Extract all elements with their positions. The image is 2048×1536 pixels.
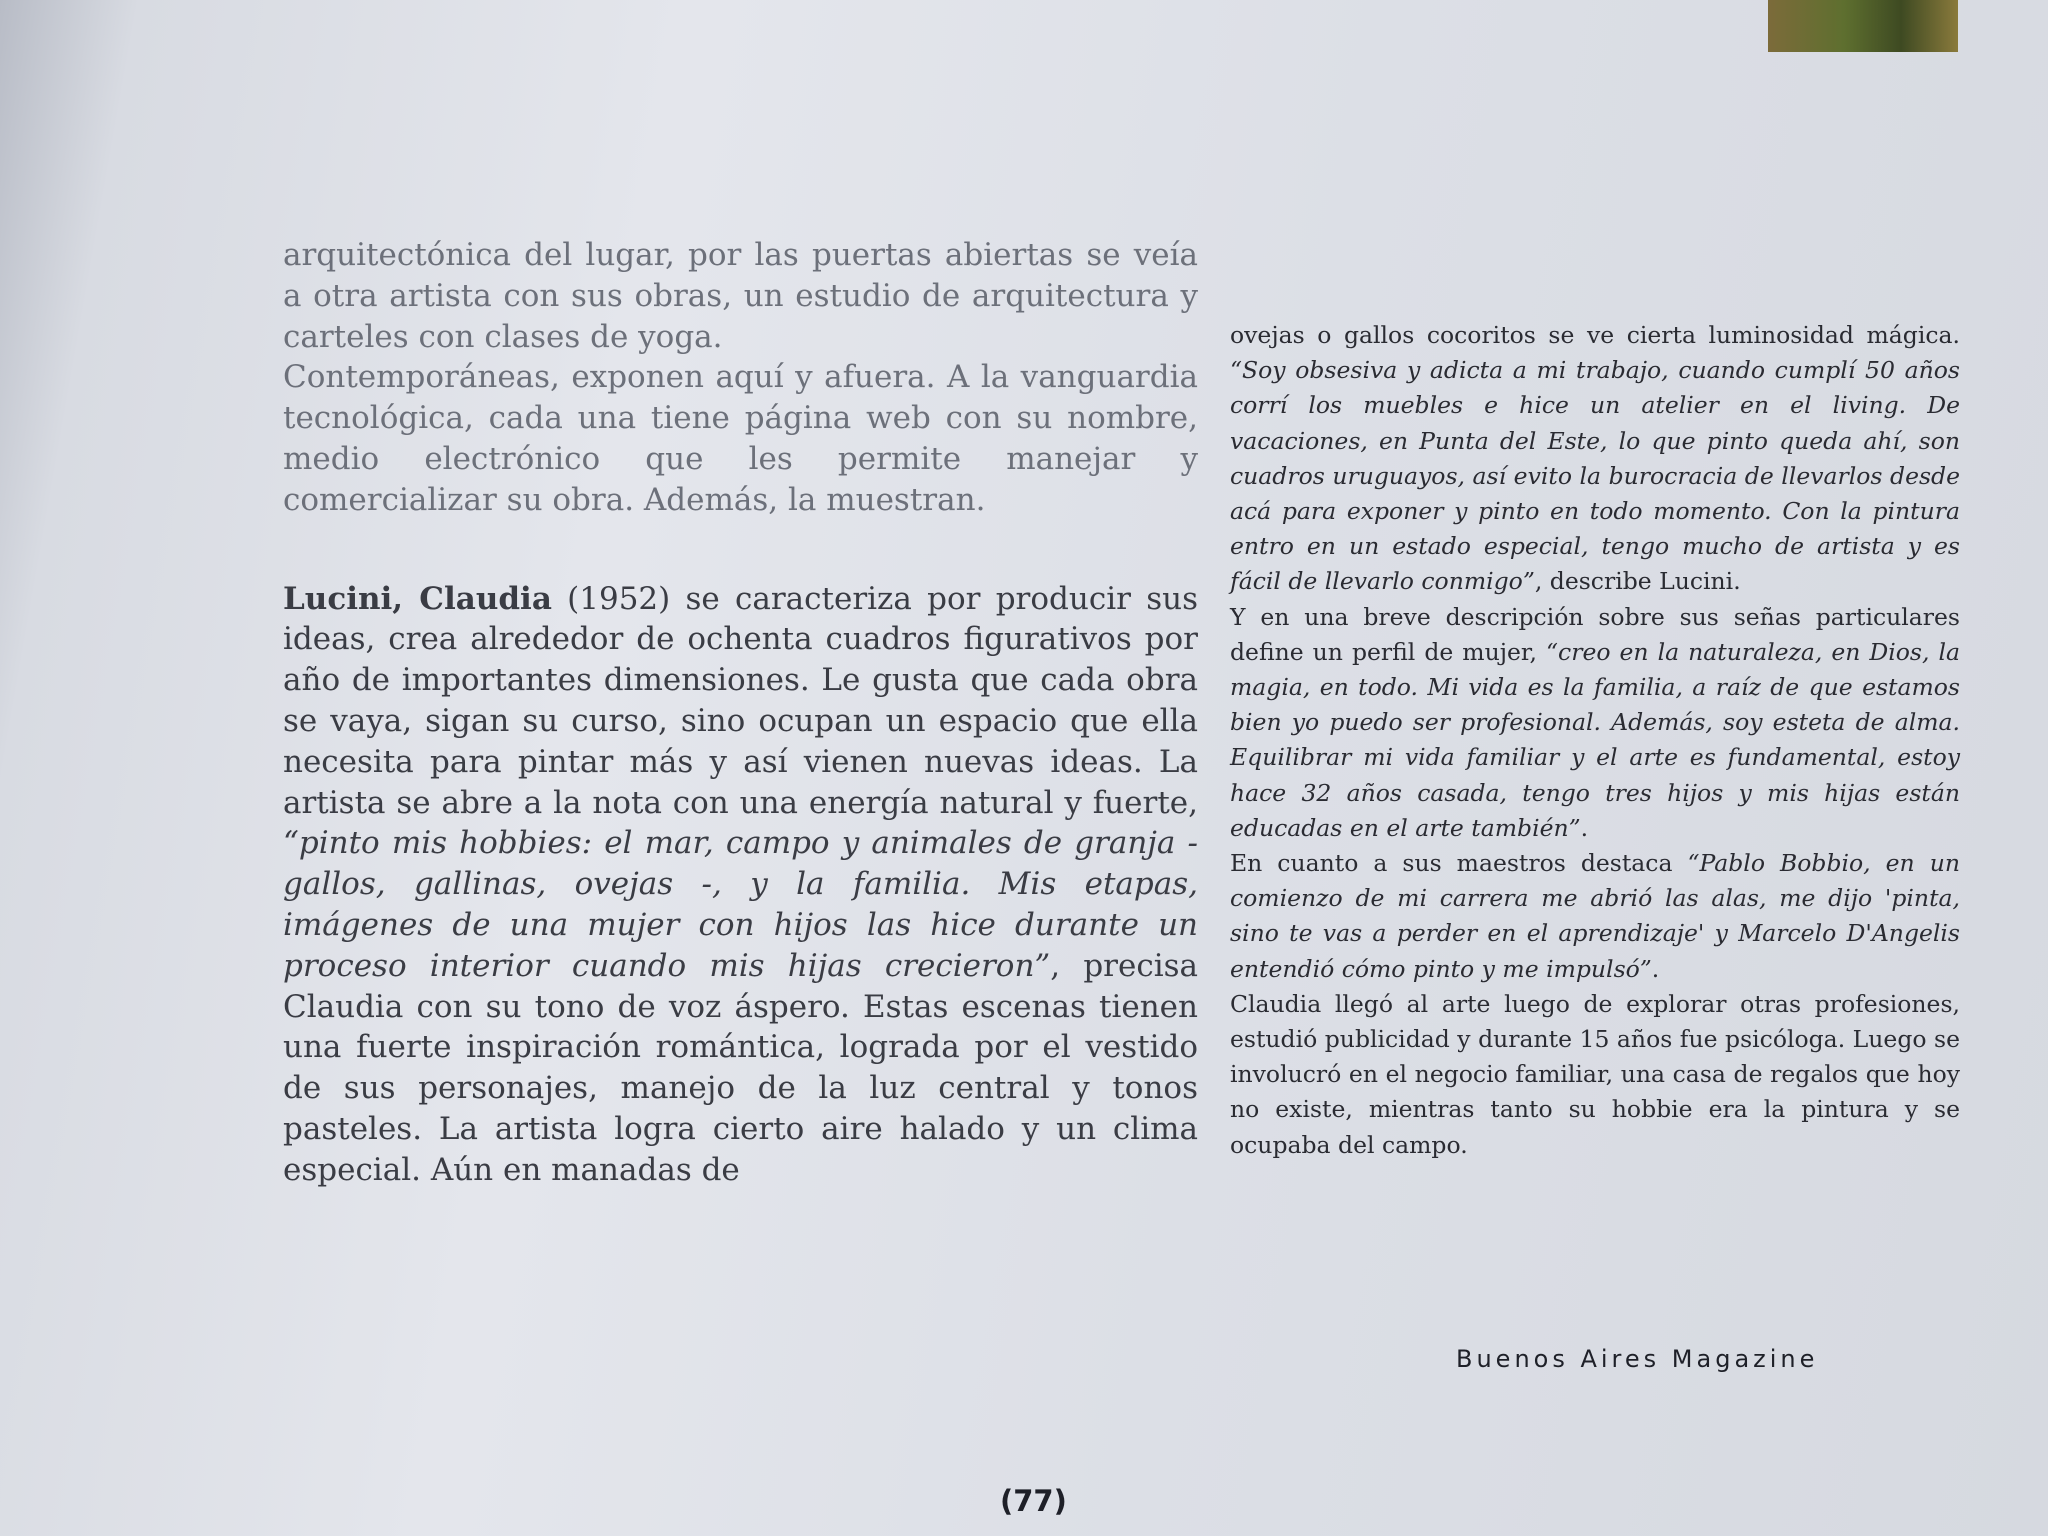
magazine-name: Buenos Aires Magazine (1456, 1345, 1819, 1373)
artist-name: Lucini, Claudia (283, 580, 552, 617)
paragraph: Claudia llegó al arte luego de explorar otras profesiones, estudió publicidad y durante 15 años fue psicóloga. Luego se involucró en el negocio familiar, una casa de regalos que hoy no existe, mientras tanto su hobbie era la pintura y se ocupaba del campo. (1230, 989, 1960, 1159)
quote: “creo en la naturaleza, en Dios, la magia, en todo. Mi vida es la familia, a raíz de que estamos bien yo puedo ser profesional. Además, soy esteta de alma. Equilibrar mi vida familiar y el arte es fundamental, estoy hace 32 años casada, tengo tres hijos y mis hijas están educadas en el arte también” (1230, 637, 1960, 842)
text-run: (1952) se caracteriza por producir sus ideas, crea alrededor de ochenta cuadros figurativos por año de importantes dimensiones. Le gusta que cada obra se vaya, sigan su curso, sino ocupan un espacio que ella necesita para pintar más y así vienen nuevas ideas. La artista se abre a la nota con una energía natural y fuerte, (283, 580, 1198, 821)
photo-corner (1768, 0, 1958, 52)
text-run: Y en una breve descripción sobre sus señas particulares define un perfil de mujer, (1230, 602, 1960, 666)
quote: “Pablo Bobbio, en un comienzo de mi carrera me abrió las alas, me dijo 'pinta, sino te vas a perder en el aprendizaje' y Marcelo D'Angelis entendió cómo pinto y me impulsó” (1230, 849, 1960, 983)
paragraph: arquitectónica del lugar, por las puertas abiertas se veía a otra artista con sus obras, un estudio de arquitectura y carteles con clases de yoga. (283, 237, 1198, 355)
text-run: . (1580, 813, 1589, 842)
left-column (283, 235, 1198, 1191)
paragraph: Contemporáneas, exponen aquí y afuera. A la vanguardia tecnológica, cada una tiene página web con su nombre, medio electrónico que les permite manejar y comercializar su obra. Además, la muestran. (283, 359, 1198, 518)
paragraph (1230, 846, 1960, 987)
right-column (1230, 318, 1960, 1163)
text-run: . (1651, 954, 1660, 983)
page-number: (77) (1000, 1484, 1067, 1518)
paragraph (1230, 600, 1960, 846)
paragraph (1230, 318, 1960, 600)
text-run: , describe Lucini. (1534, 567, 1741, 596)
quote: “pinto mis hobbies: el mar, campo y animales de granja - gallos, gallinas, ovejas -, y la familia. Mis etapas, imágenes de una mujer con hijos las hice durante un proceso interior cuando mis hijas crecieron” (283, 825, 1198, 984)
text-run: , precisa Claudia con su tono de voz áspero. Estas escenas tienen una fuerte inspiración romántica, lograda por el vestido de sus personajes, manejo de la luz central y tonos pasteles. La artista logra cierto aire halado y un clima especial. Aún en manadas de (283, 947, 1198, 1188)
quote: “Soy obsesiva y adicta a mi trabajo, cuando cumplí 50 años corrí los muebles e hice un atelier en el living. De vacaciones, en Punta del Este, lo que pinto queda ahí, son cuadros uruguayos, así evito la burocracia de llevarlos desde acá para exponer y pinto en todo momento. Con la pintura entro en un estado especial, tengo mucho de artista y es fácil de llevarlo conmigo” (1230, 356, 1960, 596)
paragraph-lucini (283, 579, 1198, 1191)
text-run: En cuanto a sus maestros destaca (1230, 849, 1688, 878)
text-run: ovejas o gallos cocoritos se ve cierta luminosidad mágica. (1230, 321, 1960, 349)
